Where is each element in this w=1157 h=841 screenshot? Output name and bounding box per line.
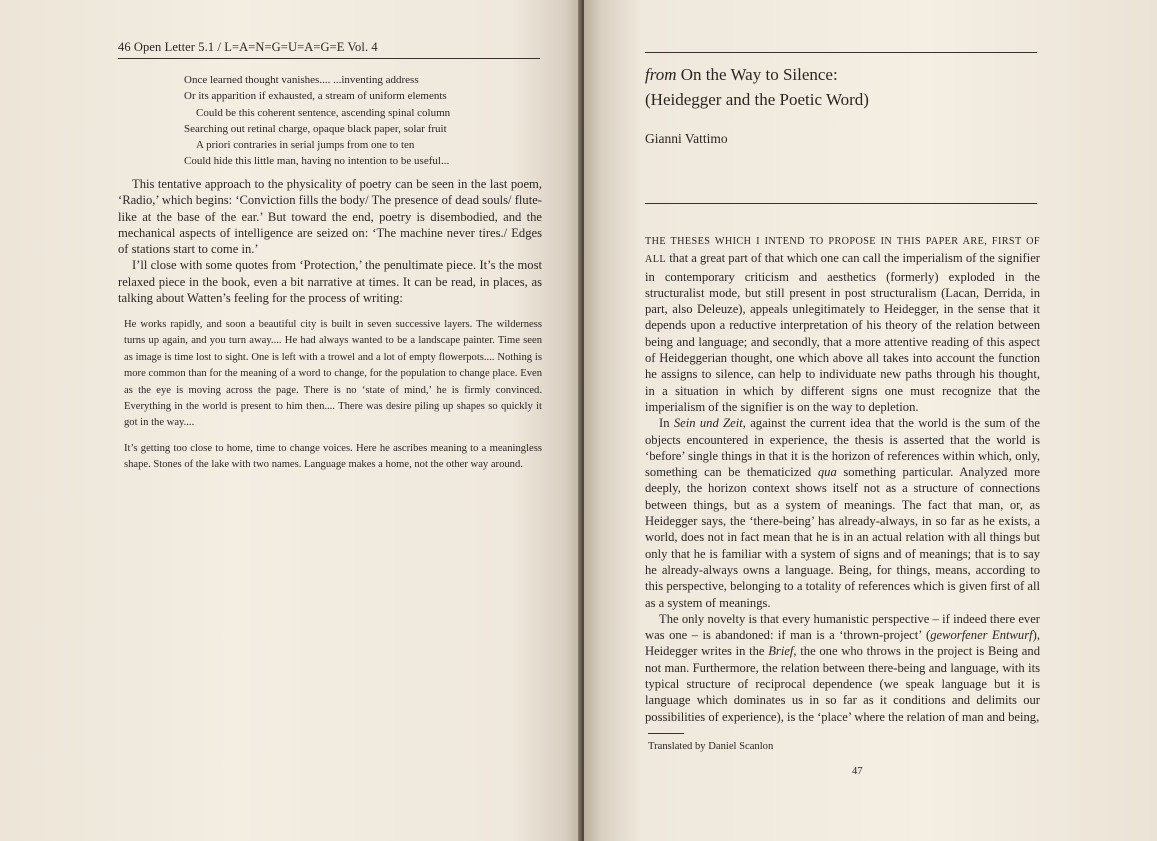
- header-rule: [118, 58, 540, 59]
- poem-line: Searching out retinal charge, opaque black paper, solar fruit: [184, 122, 447, 135]
- paragraph-text: something particular. Analyzed more deeply, the horizon context shows itself not as a structure of connections between things, but as a system of meanings. The fact that man, or, as Heidegger says, the ‘there-being’ has already-always, in so far as he exists, a world, does not in fact mean that he is in an actual relation with all things but only that he is familiar with a system of signs and of meanings; that is to say he already-always owns a language. Being, for things, means, according to this perspective, belonging to a totality of references which is given first of all as a system of meanings.: [645, 465, 1041, 610]
- body-paragraph: [645, 232, 1040, 415]
- left-body-text: [118, 176, 542, 306]
- title-line-1: On the Way to Silence:: [680, 65, 838, 84]
- body-paragraph: [645, 611, 1040, 725]
- poem-line: A priori contraries in serial jumps from one to ten: [196, 139, 415, 152]
- italic-term: geworfener Entwurf: [930, 628, 1033, 643]
- paragraph-text: , the one who throws in the project is Being and not man. Furthermore, the relation between there-being and language, with its typical structure of reciprocal dependence (we speak language but it is language which dominates us in so far as it conditions and delimits our possibilities of experience), is the ‘place’ where the relation of man and being,: [645, 644, 1040, 724]
- poem-line: Could hide this little man, having no intention to be useful...: [184, 155, 450, 168]
- body-paragraph: I’ll close with some quotes from ‘Protection,’ the penultimate piece. It’s the most relaxed piece in the book, even a bit narrative at times. It can be read, in places, as talking about Watten’s feeling for the process of writing:: [118, 258, 542, 306]
- poem-line: Or its apparition if exhausted, a stream of uniform elements: [184, 90, 447, 103]
- closing-quote: It’s getting too close to home, time to change voices. Here he ascribes meaning to a meaningless shape. Stones of the lake with two names. Language makes a home, not the other way around.: [124, 443, 542, 471]
- paragraph-text: The only novelty is that every humanistic perspective – if indeed there ever was one – is abandoned: if man is a ‘thrown-project’ (: [645, 611, 1040, 643]
- article-title: [645, 62, 1045, 112]
- title-rule-bottom: [645, 203, 1037, 204]
- block-quote: He works rapidly, and soon a beautiful city is built in seven successive layers. The wilderness turns up again, and you turn away.... He had always wanted to be a landscape painter. Time seen as image is time lost to sight. One is left with a trowel and a lot of empty flowerpots.... Nothing is more common than for the meaning of a word to change, for the population to change place. Even as the eye is moving across the page. There is no ‘state of mind,’ he is firmly convinced. Everything in the world is present to him then.... There was desire piling up shapes so quickly it got in the way....: [124, 319, 542, 429]
- right-body-text: [645, 232, 1040, 725]
- title-prefix: from: [645, 65, 677, 84]
- body-paragraph: [645, 415, 1040, 611]
- page-number: 47: [852, 766, 863, 777]
- paragraph-text: ), Heidegger writes in the: [645, 628, 1040, 659]
- paragraph-text: , against the current idea that the world is the sum of the objects encountered in experience, the thesis is asserted that the world is ‘before’ single things in that it is the horizon of references within which, only, something can be thematicized: [645, 416, 1040, 480]
- poem-excerpt: [184, 72, 544, 170]
- italic-term: qua: [817, 465, 837, 480]
- author-name: Gianni Vattimo: [645, 131, 728, 146]
- body-paragraph: This tentative approach to the physicality of poetry can be seen in the last poem, ‘Radio,’ which begins: ‘Conviction fills the body/ The presence of dead souls/ flute-like at the base of the ear.’ But toward the end, poetry is disembodied, and the mechanical aspects of intelligence are seized on: ‘The machine never tires./ Edges of stations start to come in.’: [118, 177, 542, 257]
- opening-smallcaps: THE THESES WHICH I INTEND TO PROPOSE IN THIS PAPER ARE, FIRST OF ALL: [645, 236, 1040, 266]
- italic-term: Brief: [768, 644, 794, 659]
- paragraph-text: that a great part of that which one can call the imperialism of the signifier in contemporary criticism and aesthetics (formerly) exploded in the structuralist mode, but still present in post structuralism (Lacan, Derrida, in part, also Deleuze), appeals unlegitimately to Heidegger, in the sense that it depends upon a reductive interpretation of his theory of the relation between being and language; and secondly, that a more attentive reading of this aspect of Heideggerian thought, one which above all takes into account the function he assigns to silence, can help to individuate new paths through his thought, in a situation in which by different signs one must recognize that the imperialism of the signifier is on the way to depletion.: [645, 251, 1040, 414]
- poem-line: Could be this coherent sentence, ascending spinal column: [196, 106, 451, 119]
- paragraph-text: In: [659, 416, 674, 431]
- title-line-2: (Heidegger and the Poetic Word): [645, 90, 869, 109]
- poem-line: Once learned thought vanishes.... ...inventing address: [184, 74, 419, 86]
- translator-footnote: Translated by Daniel Scanlon: [648, 741, 774, 752]
- title-rule-top: [645, 52, 1037, 53]
- footnote-rule: [648, 733, 684, 734]
- running-head: 46 Open Letter 5.1 / L=A=N=G=U=A=G=E Vol. 4: [118, 40, 378, 54]
- italic-term: Sein und Zeit: [673, 416, 743, 431]
